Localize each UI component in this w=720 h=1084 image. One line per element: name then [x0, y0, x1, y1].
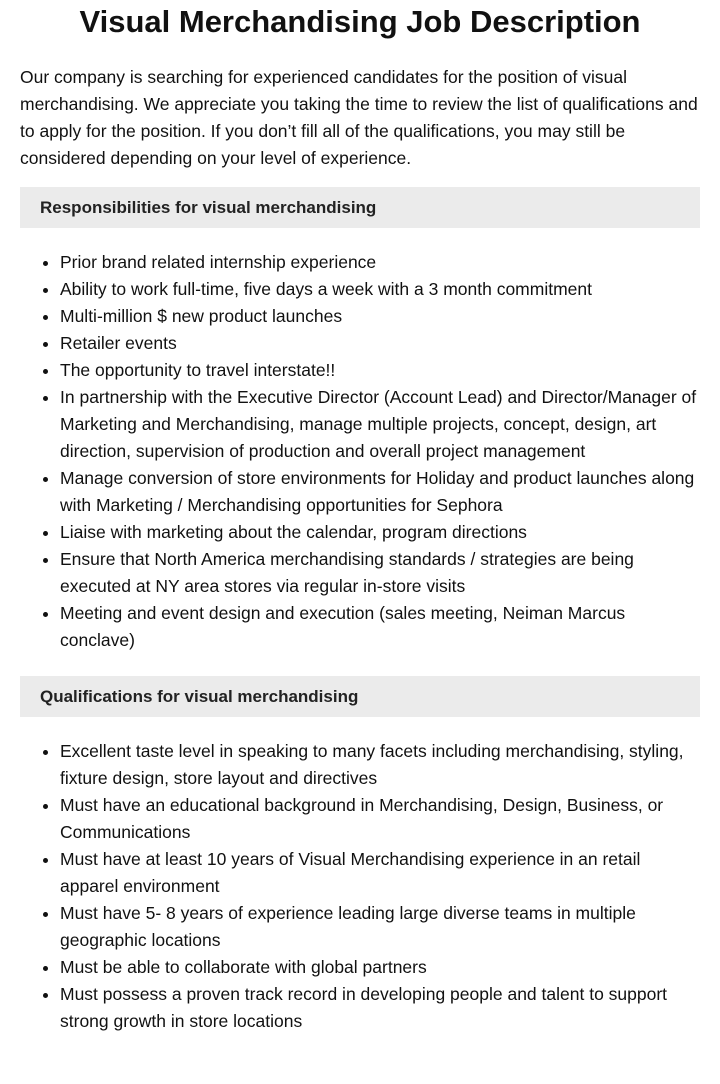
list-item: • Ability to work full-time, five days a week with a 3 month commitment — [60, 276, 700, 303]
list-item: • Retailer events — [60, 330, 700, 357]
list-item: • Must have an educational background in Merchandising, Design, Business, or Communications — [60, 792, 700, 846]
list-item: • The opportunity to travel interstate!! — [60, 357, 700, 384]
list-item: • Must be able to collaborate with global partners — [60, 954, 700, 981]
responsibilities-heading: Responsibilities for visual merchandising — [20, 187, 700, 228]
list-item: • Must have at least 10 years of Visual Merchandising experience in an retail apparel environment — [60, 846, 700, 900]
list-item: • Manage conversion of store environments for Holiday and product launches along with Marketing / Merchandising opportunities for Sephora — [60, 465, 700, 519]
intro-paragraph: Our company is searching for experienced candidates for the position of visual merchandising. We appreciate you taking the time to review the list of qualifications and to apply for the position. If you don’t fill all of the qualifications, you may still be considered depending on your level of experience. — [20, 67, 698, 168]
responsibilities-list — [20, 249, 700, 654]
qualifications-list — [20, 738, 700, 1035]
page-title: Visual Merchandising Job Description — [79, 4, 641, 39]
list-item: • Liaise with marketing about the calendar, program directions — [60, 519, 700, 546]
list-item: • Must possess a proven track record in developing people and talent to support strong growth in store locations — [60, 981, 700, 1035]
list-item: • Ensure that North America merchandising standards / strategies are being executed at NY area stores via regular in-store visits — [60, 546, 700, 600]
list-item: • Prior brand related internship experience — [60, 249, 700, 276]
list-item: • Meeting and event design and execution (sales meeting, Neiman Marcus conclave) — [60, 600, 700, 654]
qualifications-heading: Qualifications for visual merchandising — [20, 676, 700, 717]
list-item: • In partnership with the Executive Director (Account Lead) and Director/Manager of Marketing and Merchandising, manage multiple projects, concept, design, art direction, supervision of production and overall project management — [60, 384, 700, 465]
list-item: • Excellent taste level in speaking to many facets including merchandising, styling, fixture design, store layout and directives — [60, 738, 700, 792]
list-item: • Multi-million $ new product launches — [60, 303, 700, 330]
list-item: • Must have 5- 8 years of experience leading large diverse teams in multiple geographic locations — [60, 900, 700, 954]
